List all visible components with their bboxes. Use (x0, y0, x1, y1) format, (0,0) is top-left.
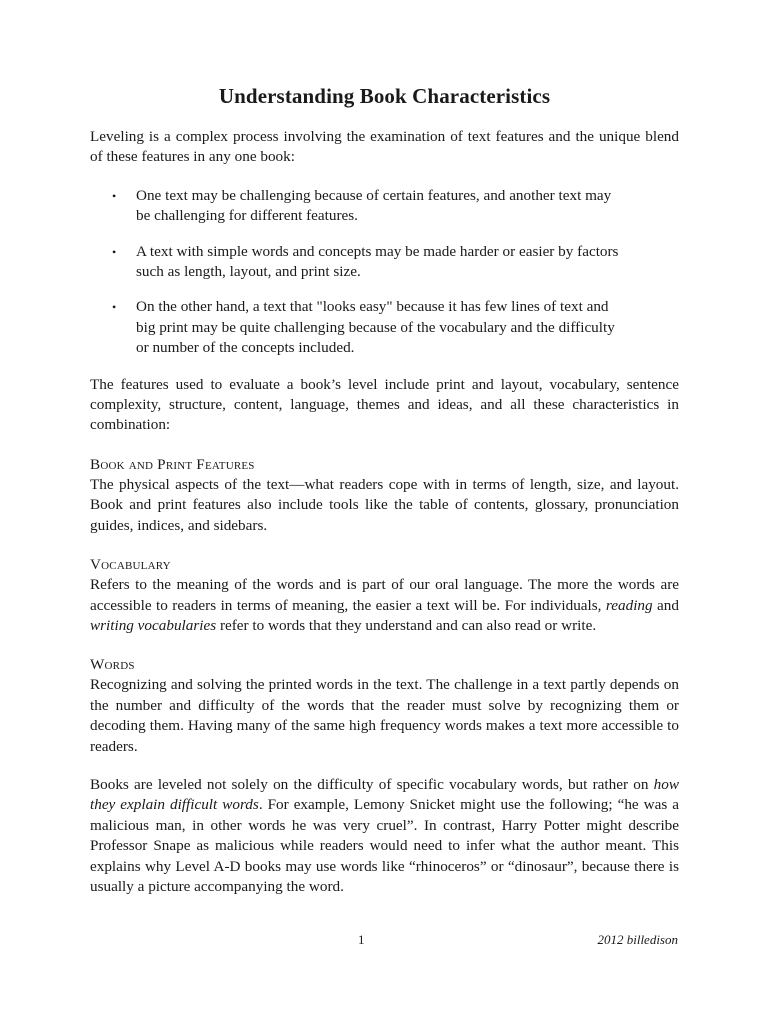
body-text: refer to words that they understand and can also read or write. (216, 616, 597, 634)
intro-paragraph: Leveling is a complex process involving the examination of text features and the unique blend of these features in any one book: (90, 128, 679, 166)
section-words (90, 654, 679, 757)
bullet-item (90, 242, 679, 283)
body-text: . For example, Lemony Snicket might use the following; “he was a malicious man, in other words he was very cruel”. In contrast, Harry Potter might describe Professor Snape as malicious while readers would need to infer what the author meant. This explains why Level A-D books may use words like “rhinoceros” or “dinosaur”, because there is usually a picture accompanying the word. (90, 796, 679, 895)
section-vocabulary (90, 554, 679, 636)
bullet-icon: • (112, 188, 117, 203)
section-body (90, 575, 679, 636)
emphasis-text: writing vocabularies (90, 616, 217, 634)
body-text: Books are leveled not solely on the difficulty of specific vocabulary words, but rather on (90, 775, 654, 793)
features-intro-paragraph: The features used to evaluate a book’s level include print and layout, vocabulary, sentence complexity, structure, content, language, themes and ideas, and all these characteristics in combination: (90, 375, 679, 434)
bullet-list (90, 186, 679, 359)
section-heading: Vocabulary (90, 556, 171, 574)
footer-credit: 2012 billedison (597, 932, 678, 947)
body-text: Refers to the meaning of the words and is part of our oral language. The more the words are accessible to readers in terms of meaning, the easier a text will be. For individuals, (90, 576, 679, 614)
body-text: and (652, 596, 679, 614)
section-body: The physical aspects of the text—what readers cope with in terms of length, size, and layout. Book and print features also include tools like the table of contents, glossary, pronunciation guides, indices, and sidebars. (90, 475, 679, 534)
bullet-icon: • (112, 300, 117, 315)
bullet-icon: • (112, 244, 117, 259)
page-content (90, 82, 679, 915)
bullet-text: A text with simple words and concepts may be made harder or easier by factors such as length, layout, and print size. (136, 242, 619, 281)
emphasis-text: how they explain difficult words (90, 775, 679, 814)
bullet-text: On the other hand, a text that "looks easy" because it has few lines of text and big print may be quite challenging because of the vocabulary and the difficulty or number of the concepts included. (136, 298, 615, 357)
page-title: Understanding Book Characteristics (218, 84, 551, 108)
section-body: Recognizing and solving the printed words in the text. The challenge in a text partly depends on the number and difficulty of the words that the reader must solve by recognizing them or decoding them. Having many of the same high frequency words makes a text more accessible to readers. (90, 676, 679, 755)
section-heading: Words (90, 656, 135, 674)
bullet-item (90, 186, 679, 227)
page-number: 1 (358, 932, 365, 947)
closing-paragraph (90, 775, 679, 897)
bullet-text: One text may be challenging because of certain features, and another text may be challenging for different features. (136, 186, 612, 225)
section-heading: Book and Print Features (90, 455, 255, 473)
bullet-item (90, 297, 679, 358)
section-book-print-features (90, 454, 679, 536)
emphasis-text: reading (605, 596, 653, 614)
